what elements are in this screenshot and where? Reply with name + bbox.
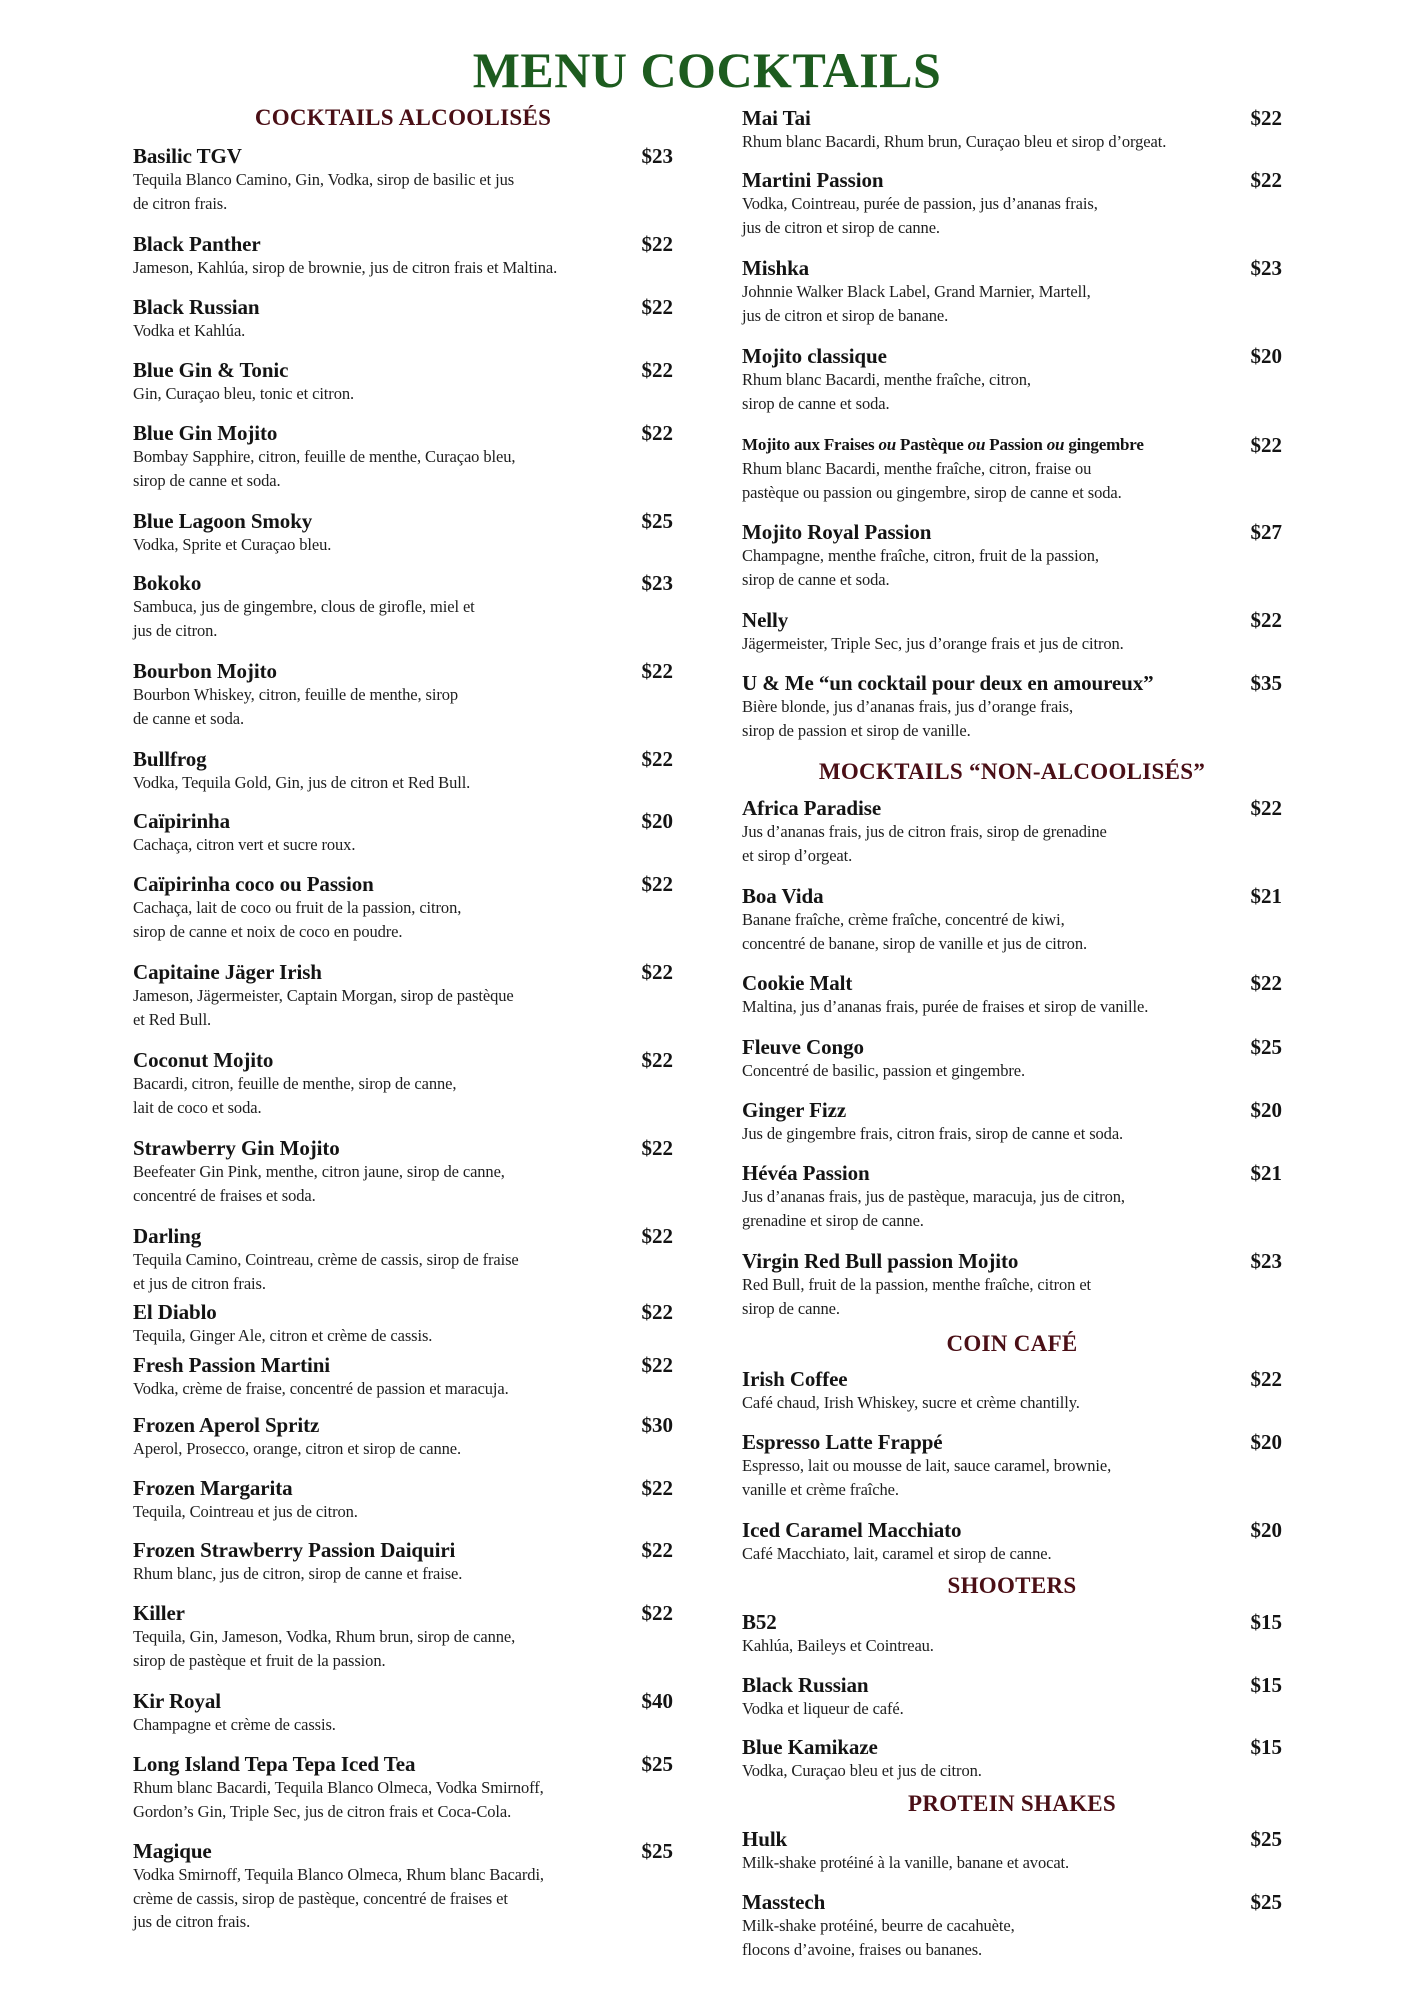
item-price: $22 xyxy=(1250,1367,1282,1391)
item-description: Bière blonde, jus d’ananas frais, jus d’orange frais, sirop de passion et sirop de vanille. xyxy=(742,697,1074,740)
item-price: $22 xyxy=(641,421,673,445)
menu-item-header xyxy=(133,570,673,596)
menu-item xyxy=(742,670,1282,742)
item-name: Frozen Margarita xyxy=(133,1476,293,1500)
item-name-conjunction: ou xyxy=(1046,435,1065,454)
item-name-conjunction: ou xyxy=(878,435,896,454)
item-description: Vodka, Sprite et Curaçao bleu. xyxy=(133,535,332,554)
item-name: Ginger Fizz xyxy=(742,1098,847,1122)
item-price: $22 xyxy=(641,1300,673,1324)
item-price: $22 xyxy=(641,1476,673,1500)
item-name: Capitaine Jäger Irish xyxy=(133,960,322,984)
menu-item xyxy=(742,343,1282,415)
item-price: $25 xyxy=(641,1839,673,1863)
menu-item xyxy=(742,1672,1282,1721)
menu-item-header xyxy=(133,1838,673,1864)
menu-item-header xyxy=(742,1517,1282,1543)
item-price: $40 xyxy=(641,1689,673,1713)
menu-item xyxy=(742,970,1282,1019)
item-description: Cachaça, citron vert et sucre roux. xyxy=(133,835,356,854)
menu-item xyxy=(133,294,673,343)
item-description: Bacardi, citron, feuille de menthe, sirop de canne, lait de coco et soda. xyxy=(133,1074,457,1117)
item-name-part: Pastèque xyxy=(896,435,968,454)
item-price: $22 xyxy=(1250,106,1282,130)
item-price: $23 xyxy=(1250,1249,1282,1273)
menu-item xyxy=(133,1838,673,1934)
item-price: $15 xyxy=(1250,1673,1282,1697)
item-description: Espresso, lait ou mousse de lait, sauce caramel, brownie, vanille et crème fraîche. xyxy=(742,1456,1112,1499)
menu-item-header xyxy=(742,883,1282,909)
item-name: Bullfrog xyxy=(133,747,207,771)
menu-item-header xyxy=(742,1672,1282,1698)
menu-item xyxy=(742,167,1282,239)
menu-item-header xyxy=(742,607,1282,633)
item-name: Blue Kamikaze xyxy=(742,1735,878,1759)
section-heading-cocktails: COCKTAILS ALCOOLISÉS xyxy=(254,105,552,130)
menu-item-header xyxy=(742,1160,1282,1186)
item-name: Espresso Latte Frappé xyxy=(742,1430,943,1454)
menu-item xyxy=(742,1826,1282,1875)
item-description: Rhum blanc Bacardi, menthe fraîche, citron, sirop de canne et soda. xyxy=(742,370,1031,413)
item-price: $22 xyxy=(1250,796,1282,820)
menu-item xyxy=(742,432,1282,504)
menu-item xyxy=(133,1412,673,1461)
item-description: Gin, Curaçao bleu, tonic et citron. xyxy=(133,384,355,403)
item-price: $25 xyxy=(1250,1035,1282,1059)
item-name: Caïpirinha coco ou Passion xyxy=(133,872,374,896)
item-description: Tequila Blanco Camino, Gin, Vodka, sirop de basilic et jus de citron frais. xyxy=(133,170,515,213)
menu-item xyxy=(133,143,673,215)
menu-item-header xyxy=(133,1412,673,1438)
item-price: $22 xyxy=(641,872,673,896)
item-description: Bourbon Whiskey, citron, feuille de menthe, sirop de canne et soda. xyxy=(133,685,459,728)
item-price: $22 xyxy=(641,747,673,771)
item-name: Irish Coffee xyxy=(742,1367,848,1391)
menu-item xyxy=(133,658,673,730)
item-description: Jägermeister, Triple Sec, jus d’orange frais et jus de citron. xyxy=(742,634,1124,653)
menu-item-header xyxy=(133,420,673,446)
menu-item-header xyxy=(742,970,1282,996)
item-price: $25 xyxy=(641,1752,673,1776)
section-heading-coffee: COIN CAFÉ xyxy=(946,1331,1078,1356)
item-price: $27 xyxy=(1250,520,1282,544)
menu-item xyxy=(133,1600,673,1672)
menu-item-header xyxy=(133,658,673,684)
item-description: Jameson, Kahlúa, sirop de brownie, jus de citron frais et Maltina. xyxy=(133,258,558,277)
menu-item xyxy=(133,1135,673,1207)
menu-item-header xyxy=(742,1889,1282,1915)
item-description: Sambuca, jus de gingembre, clous de girofle, miel et jus de citron. xyxy=(133,597,475,640)
item-description: Cachaça, lait de coco ou fruit de la passion, citron, sirop de canne et noix de coco en poudre. xyxy=(133,898,462,941)
item-price: $20 xyxy=(1250,344,1282,368)
section-heading-mocktails: MOCKTAILS “NON-ALCOOLISÉS” xyxy=(818,759,1206,784)
item-description: Jus de gingembre frais, citron frais, sirop de canne et soda. xyxy=(742,1124,1124,1143)
menu-item-header xyxy=(742,105,1282,131)
item-price: $23 xyxy=(641,571,673,595)
item-price: $21 xyxy=(1250,1161,1282,1185)
item-price: $25 xyxy=(641,509,673,533)
item-description: Café chaud, Irish Whiskey, sucre et crème chantilly. xyxy=(742,1393,1080,1412)
item-description: Vodka, Tequila Gold, Gin, jus de citron et Red Bull. xyxy=(133,773,471,792)
menu-item-header xyxy=(133,1751,673,1777)
menu-item-header xyxy=(133,1352,673,1378)
item-description: Vodka Smirnoff, Tequila Blanco Olmeca, Rhum blanc Bacardi, crème de cassis, sirop de pastèque, concentré de fraises et jus de citron frais. xyxy=(133,1865,544,1931)
item-name: Fresh Passion Martini xyxy=(133,1353,331,1377)
item-name: Mojito Royal Passion xyxy=(742,520,932,544)
menu-item-header xyxy=(742,670,1282,696)
menu-item-header xyxy=(742,1734,1282,1760)
item-price: $20 xyxy=(1250,1518,1282,1542)
menu-item-header xyxy=(133,143,673,169)
item-name: Cookie Malt xyxy=(742,971,853,995)
item-price: $20 xyxy=(641,809,673,833)
item-name: Kir Royal xyxy=(133,1689,221,1713)
menu-item xyxy=(742,795,1282,867)
menu-item-header xyxy=(742,1609,1282,1635)
item-name-part: Passion xyxy=(985,435,1047,454)
item-name: Mojito classique xyxy=(742,344,887,368)
menu-item-header xyxy=(133,871,673,897)
menu-item xyxy=(742,883,1282,955)
menu-item xyxy=(742,1889,1282,1961)
item-price: $22 xyxy=(641,1601,673,1625)
menu-item-header xyxy=(133,508,673,534)
menu-item-header xyxy=(742,1429,1282,1455)
item-price: $22 xyxy=(641,232,673,256)
item-description: Rhum blanc Bacardi, menthe fraîche, citron, fraise ou pastèque ou passion ou gingembre, sirop de canne et soda. xyxy=(742,459,1122,502)
item-description: Rhum blanc Bacardi, Tequila Blanco Olmeca, Vodka Smirnoff, Gordon’s Gin, Triple Sec, jus de citron frais et Coca-Cola. xyxy=(133,1778,544,1821)
menu-item xyxy=(742,1609,1282,1658)
item-name: Long Island Tepa Tepa Iced Tea xyxy=(133,1752,416,1776)
menu-item-header xyxy=(133,1688,673,1714)
menu-item-header xyxy=(133,959,673,985)
item-name: B52 xyxy=(742,1610,777,1634)
item-price: $25 xyxy=(1250,1890,1282,1914)
item-name: Nelly xyxy=(742,608,789,632)
menu-item-header xyxy=(133,294,673,320)
item-description: Tequila Camino, Cointreau, crème de cassis, sirop de fraise et jus de citron frais. xyxy=(133,1250,519,1293)
item-price: $23 xyxy=(1250,256,1282,280)
menu-item xyxy=(133,420,673,492)
item-description: Maltina, jus d’ananas frais, purée de fraises et sirop de vanille. xyxy=(742,997,1149,1016)
item-price: $22 xyxy=(641,1538,673,1562)
menu-item xyxy=(133,1047,673,1119)
menu-item xyxy=(133,959,673,1031)
menu-item-header xyxy=(133,1047,673,1073)
item-price: $22 xyxy=(1250,168,1282,192)
item-description: Vodka et liqueur de café. xyxy=(742,1699,904,1718)
menu-item-header xyxy=(133,808,673,834)
item-name: Bokoko xyxy=(133,571,202,595)
item-name: Killer xyxy=(133,1601,185,1625)
menu-item xyxy=(742,1366,1282,1415)
item-price: $25 xyxy=(1250,1827,1282,1851)
item-description: Vodka et Kahlúa. xyxy=(133,321,246,340)
item-name: Caïpirinha xyxy=(133,809,231,833)
item-description: Johnnie Walker Black Label, Grand Marnier, Martell, jus de citron et sirop de banane. xyxy=(742,282,1091,325)
menu-item-header xyxy=(133,1475,673,1501)
menu-item-header xyxy=(133,231,673,257)
item-description: Vodka, crème de fraise, concentré de passion et maracuja. xyxy=(133,1379,509,1398)
item-price: $22 xyxy=(1250,971,1282,995)
item-name: Coconut Mojito xyxy=(133,1048,274,1072)
menu-item xyxy=(133,871,673,943)
item-description: Jameson, Jägermeister, Captain Morgan, sirop de pastèque et Red Bull. xyxy=(133,986,514,1029)
item-description: Beefeater Gin Pink, menthe, citron jaune, sirop de canne, concentré de fraises et soda. xyxy=(133,1162,505,1205)
item-description: Jus d’ananas frais, jus de citron frais, sirop de grenadine et sirop d’orgeat. xyxy=(742,822,1107,865)
item-name: Magique xyxy=(133,1839,212,1863)
item-price: $22 xyxy=(641,1048,673,1072)
menu-item-header xyxy=(133,1223,673,1249)
item-description: Rhum blanc, jus de citron, sirop de canne et fraise. xyxy=(133,1564,463,1583)
item-description: Champagne et crème de cassis. xyxy=(133,1715,336,1734)
item-price: $21 xyxy=(1250,884,1282,908)
right-column xyxy=(742,0,1282,2000)
item-description: Concentré de basilic, passion et gingembre. xyxy=(742,1061,1025,1080)
item-description: Tequila, Gin, Jameson, Vodka, Rhum brun, sirop de canne, sirop de pastèque et fruit de la passion. xyxy=(133,1627,516,1670)
menu-item xyxy=(133,1537,673,1586)
item-price: $30 xyxy=(641,1413,673,1437)
item-price: $23 xyxy=(641,144,673,168)
item-price: $22 xyxy=(641,1136,673,1160)
menu-item xyxy=(133,1475,673,1524)
menu-item xyxy=(742,1734,1282,1783)
item-description: Aperol, Prosecco, orange, citron et sirop de canne. xyxy=(133,1439,461,1458)
menu-item xyxy=(742,1160,1282,1232)
menu-item xyxy=(742,1429,1282,1501)
item-description: Milk-shake protéiné à la vanille, banane et avocat. xyxy=(742,1853,1070,1872)
item-name: Mishka xyxy=(742,256,810,280)
menu-item-header xyxy=(133,357,673,383)
item-price: $35 xyxy=(1250,671,1282,695)
item-description: Banane fraîche, crème fraîche, concentré de kiwi, concentré de banane, sirop de vanille et jus de citron. xyxy=(742,910,1087,953)
section-heading-shooters: SHOOTERS xyxy=(947,1573,1077,1598)
item-description: Bombay Sapphire, citron, feuille de menthe, Curaçao bleu, sirop de canne et soda. xyxy=(133,447,516,490)
item-name: Africa Paradise xyxy=(742,796,882,820)
menu-item-header xyxy=(742,1826,1282,1852)
menu-item xyxy=(133,1299,673,1348)
item-price: $22 xyxy=(641,358,673,382)
item-name: Blue Gin Mojito xyxy=(133,421,278,445)
menu-item-header xyxy=(742,795,1282,821)
menu-item-header xyxy=(133,1537,673,1563)
menu-item-header xyxy=(742,432,1282,458)
item-price: $22 xyxy=(1250,608,1282,632)
menu-item xyxy=(742,1248,1282,1320)
item-name-part: Mojito aux Fraises xyxy=(742,435,879,454)
item-description: Tequila, Cointreau et jus de citron. xyxy=(133,1502,358,1521)
menu-item xyxy=(133,1223,673,1295)
item-name: Black Russian xyxy=(133,295,260,319)
item-name: Martini Passion xyxy=(742,168,884,192)
item-name: Hulk xyxy=(742,1827,788,1851)
item-description: Vodka, Curaçao bleu et jus de citron. xyxy=(742,1761,982,1780)
menu-item xyxy=(133,231,673,280)
item-name: Basilic TGV xyxy=(133,144,242,168)
menu-item xyxy=(133,1352,673,1401)
item-name: Darling xyxy=(133,1224,202,1248)
menu-item xyxy=(133,808,673,857)
menu-item xyxy=(133,1751,673,1823)
menu-item xyxy=(742,105,1282,154)
item-description: Rhum blanc Bacardi, Rhum brun, Curaçao bleu et sirop d’orgeat. xyxy=(742,132,1167,151)
item-name: Boa Vida xyxy=(742,884,824,908)
menu-item xyxy=(742,255,1282,327)
menu-item xyxy=(133,570,673,642)
menu-item xyxy=(742,1097,1282,1146)
menu-item-header xyxy=(742,255,1282,281)
item-price: $22 xyxy=(641,1224,673,1248)
item-description: Champagne, menthe fraîche, citron, fruit de la passion, sirop de canne et soda. xyxy=(742,546,1099,589)
menu-item-header xyxy=(133,1135,673,1161)
item-description: Vodka, Cointreau, purée de passion, jus d’ananas frais, jus de citron et sirop de canne. xyxy=(742,194,1098,237)
item-name: Frozen Aperol Spritz xyxy=(133,1413,320,1437)
item-price: $22 xyxy=(641,295,673,319)
item-name: Blue Lagoon Smoky xyxy=(133,509,313,533)
item-name: Mai Tai xyxy=(742,106,811,130)
item-price: $22 xyxy=(641,659,673,683)
item-name: Hévéa Passion xyxy=(742,1161,870,1185)
menu-item xyxy=(742,607,1282,656)
item-description: Milk-shake protéiné, beurre de cacahuète, flocons d’avoine, fraises ou bananes. xyxy=(742,1916,1015,1959)
menu-item xyxy=(133,746,673,795)
menu-item-header xyxy=(742,1248,1282,1274)
left-column xyxy=(133,0,673,2000)
item-name: Blue Gin & Tonic xyxy=(133,358,289,382)
menu-item xyxy=(133,357,673,406)
menu-item-header xyxy=(133,746,673,772)
item-price: $22 xyxy=(1250,433,1282,457)
item-name: Iced Caramel Macchiato xyxy=(742,1518,962,1542)
item-price: $22 xyxy=(641,960,673,984)
item-price: $20 xyxy=(1250,1430,1282,1454)
item-name: Bourbon Mojito xyxy=(133,659,277,683)
menu-item-header xyxy=(742,167,1282,193)
section-heading-protein-shakes: PROTEIN SHAKES xyxy=(907,1791,1117,1816)
item-price: $15 xyxy=(1250,1610,1282,1634)
item-name: Masstech xyxy=(742,1890,826,1914)
item-description: Tequila, Ginger Ale, citron et crème de cassis. xyxy=(133,1326,433,1345)
item-name xyxy=(742,432,1220,458)
menu-item xyxy=(742,1034,1282,1083)
item-name: Frozen Strawberry Passion Daiquiri xyxy=(133,1538,456,1562)
item-price: $22 xyxy=(641,1353,673,1377)
item-name: Virgin Red Bull passion Mojito xyxy=(742,1249,1019,1273)
menu-item xyxy=(133,1688,673,1737)
item-description: Kahlúa, Baileys et Cointreau. xyxy=(742,1636,934,1655)
item-name-conjunction: ou xyxy=(967,435,986,454)
menu-item xyxy=(742,519,1282,591)
item-price: $20 xyxy=(1250,1098,1282,1122)
item-name: U & Me “un cocktail pour deux en amoureux” xyxy=(742,671,1154,695)
menu-item-header xyxy=(742,343,1282,369)
item-price: $15 xyxy=(1250,1735,1282,1759)
item-description: Café Macchiato, lait, caramel et sirop de canne. xyxy=(742,1544,1052,1563)
menu-item-header xyxy=(742,1097,1282,1123)
item-description: Jus d’ananas frais, jus de pastèque, maracuja, jus de citron, grenadine et sirop de canne. xyxy=(742,1187,1125,1230)
item-name-part: gingembre xyxy=(1064,435,1144,454)
menu-item-header xyxy=(742,519,1282,545)
item-description: Red Bull, fruit de la passion, menthe fraîche, citron et sirop de canne. xyxy=(742,1275,1092,1318)
menu-item xyxy=(133,508,673,557)
menu-item-header xyxy=(742,1034,1282,1060)
menu-title: MENU COCKTAILS xyxy=(472,42,942,98)
item-name: El Diablo xyxy=(133,1300,217,1324)
menu-item-header xyxy=(133,1600,673,1626)
item-name: Strawberry Gin Mojito xyxy=(133,1136,340,1160)
item-name: Fleuve Congo xyxy=(742,1035,864,1059)
item-name: Black Russian xyxy=(742,1673,869,1697)
menu-item-header xyxy=(742,1366,1282,1392)
item-name: Black Panther xyxy=(133,232,261,256)
menu-item xyxy=(742,1517,1282,1566)
menu-item-header xyxy=(133,1299,673,1325)
